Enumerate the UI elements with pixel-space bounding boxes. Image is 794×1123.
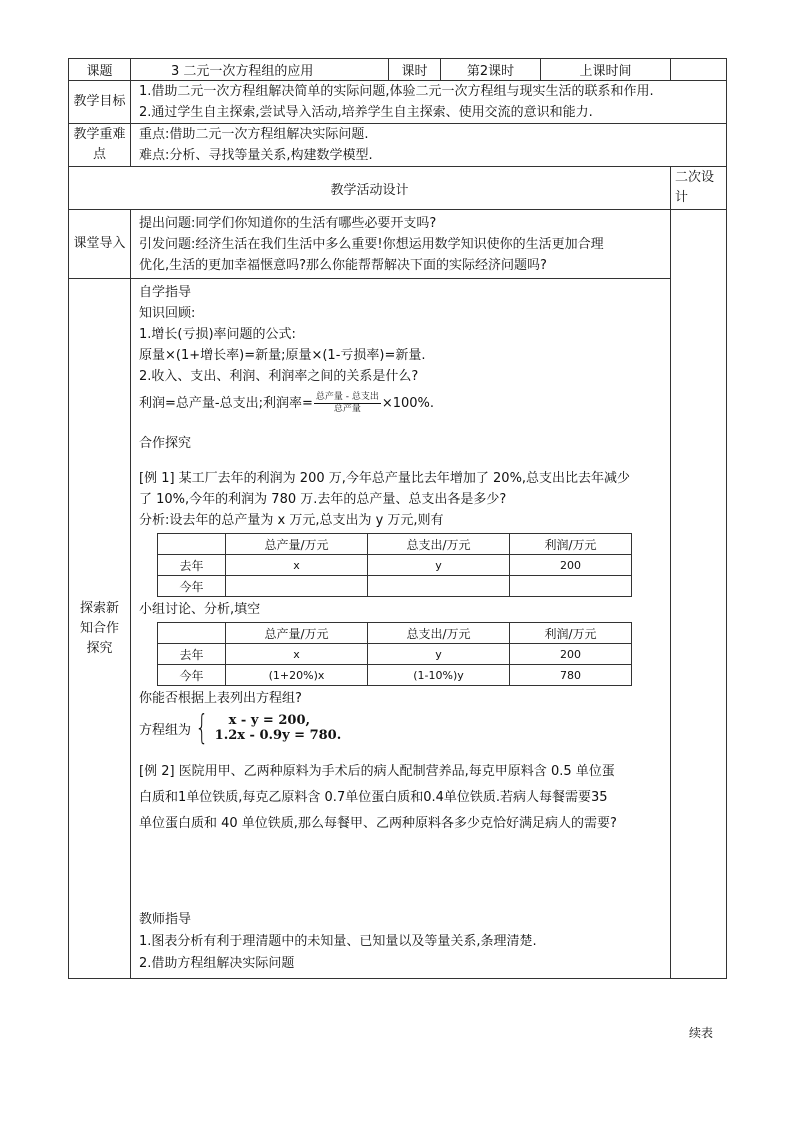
period-value: 第2课时 (441, 59, 541, 81)
table-header-row (158, 623, 632, 644)
explore-content (131, 279, 671, 979)
header-row (69, 59, 727, 81)
table-header-cell: 利润/万元 (510, 534, 632, 555)
profit-formula: 利润=总产量-总支出;利润率= $\frac{\text{总产量 - 总支出}}{\text{总产量}}$ ×100%. (139, 392, 435, 414)
coop-heading: 合作探究 (139, 436, 192, 451)
ask-line: 你能否根据上表列出方程组? (139, 691, 302, 706)
table-cell: x (226, 555, 368, 576)
table-row (158, 665, 632, 686)
table-cell: 200 (510, 644, 632, 665)
table-cell (368, 576, 510, 597)
goal-line: 2.通过学生自主探索,尝试导入活动,培养学生自主探索、使用交流的意识和能力. (139, 105, 593, 120)
review-formula1: 原量×(1+增长率)=新量;原量×(1-亏损率)=新量. (139, 348, 426, 363)
table-header-cell (158, 623, 226, 644)
self-study-heading: 自学指导 (139, 285, 192, 300)
topic-value: 3 二元一次方程组的应用 (131, 59, 389, 81)
equation-system (139, 708, 662, 748)
design-title: 教学活动设计 (69, 167, 671, 210)
profit-rate-fraction: $\frac{\text{总产量 - 总支出}}{\text{总产量}}$ (315, 392, 379, 414)
intro-label: 课堂导入 (69, 210, 131, 279)
table-row (158, 576, 632, 597)
brace-symbol: { (195, 708, 209, 748)
design-header-row (69, 167, 727, 210)
example1-line: [例 1] 某工厂去年的利润为 200 万,今年总产量比去年增加了 20%,总支出比去年减少 (139, 471, 631, 486)
topic-label: 课题 (69, 59, 131, 81)
teacher-guidance-2: 2.借助方程组解决实际问题 (139, 956, 295, 971)
group-discussion: 小组讨论、分析,填空 (139, 602, 261, 617)
goal-line: 1.借助二元一次方程组解决简单的实际问题,体验二元一次方程组与现实生活的联系和作用. (139, 84, 654, 99)
explore-label: 探索新知合作探究 (69, 279, 131, 979)
review-q2: 2.收入、支出、利润、利润率之间的关系是什么? (139, 369, 419, 384)
example1-line: 了 10%,今年的利润为 780 万.去年的总产量、总支出各是多少? (139, 492, 507, 507)
key-points-label: 教学重难点 (69, 124, 131, 167)
class-time-value (671, 59, 727, 81)
table-header-cell: 总产量/万元 (226, 534, 368, 555)
analysis-line: 分析:设去年的总产量为 x 万元,总支出为 y 万元,则有 (139, 513, 444, 528)
intro-line: 提出问题:同学们你知道你的生活有哪些必要开支吗? (139, 215, 437, 231)
second-design-cell (671, 210, 727, 979)
teacher-guidance-heading: 教师指导 (139, 912, 192, 927)
table-cell (510, 576, 632, 597)
goals-content (131, 81, 727, 124)
lesson-plan-table (68, 58, 727, 979)
review-heading: 知识回顾: (139, 306, 196, 321)
table-cell: 今年 (158, 576, 226, 597)
analysis-table-1 (157, 533, 632, 597)
key-point-line: 难点:分析、寻找等量关系,构建数学模型. (139, 148, 373, 163)
table-row (158, 555, 632, 576)
table-cell: y (368, 644, 510, 665)
table-row (158, 644, 632, 665)
key-points-content (131, 124, 727, 167)
intro-content (131, 210, 671, 279)
table-cell: (1+20%)x (226, 665, 368, 686)
table-header-row (158, 534, 632, 555)
explore-row (69, 279, 727, 979)
key-points-row (69, 124, 727, 167)
table-cell: (1-10%)y (368, 665, 510, 686)
table-header-cell: 总产量/万元 (226, 623, 368, 644)
table-cell: 200 (510, 555, 632, 576)
analysis-table-2 (157, 622, 632, 686)
table-cell: 780 (510, 665, 632, 686)
intro-row (69, 210, 727, 279)
equation-1: x - y = 200, (228, 713, 311, 728)
example2-line: 单位蛋白质和 40 单位铁质,那么每餐甲、乙两种原料各多少克恰好满足病人的需要? (139, 816, 617, 831)
second-design-label: 二次设计 (671, 167, 727, 210)
key-point-line: 重点:借助二元一次方程组解决实际问题. (139, 127, 369, 142)
table-cell: 去年 (158, 644, 226, 665)
table-cell: x (226, 644, 368, 665)
teacher-guidance-1: 1.图表分析有利于理清题中的未知量、已知量以及等量关系,条理清楚. (139, 934, 537, 949)
table-header-cell: 总支出/万元 (368, 623, 510, 644)
class-time-label: 上课时间 (541, 59, 671, 81)
period-label: 课时 (389, 59, 441, 81)
continued-label: 续表 (689, 1026, 714, 1040)
table-cell (226, 576, 368, 597)
example2-line: 白质和1单位铁质,每克乙原料含 0.7单位蛋白质和0.4单位铁质.若病人每餐需要35 (139, 790, 608, 805)
table-cell: 去年 (158, 555, 226, 576)
table-header-cell (158, 534, 226, 555)
system-prefix: 方程组为 (139, 722, 192, 738)
intro-line: 优化,生活的更加幸福惬意吗?那么你能帮帮解决下面的实际经济问题吗? (139, 257, 547, 273)
equation-2: 1.2x - 0.9y = 780. (214, 728, 342, 743)
review-q1: 1.增长(亏损)率问题的公式: (139, 327, 296, 342)
intro-line: 引发问题:经济生活在我们生活中多么重要!你想运用数学知识使你的生活更加合理 (139, 236, 604, 252)
table-cell: y (368, 555, 510, 576)
table-header-cell: 利润/万元 (510, 623, 632, 644)
goals-row (69, 81, 727, 124)
table-cell: 今年 (158, 665, 226, 686)
goals-label: 教学目标 (69, 81, 131, 124)
example2-line: [例 2] 医院用甲、乙两种原料为手术后的病人配制营养品,每克甲原料含 0.5 单位蛋 (139, 764, 615, 779)
table-header-cell: 总支出/万元 (368, 534, 510, 555)
